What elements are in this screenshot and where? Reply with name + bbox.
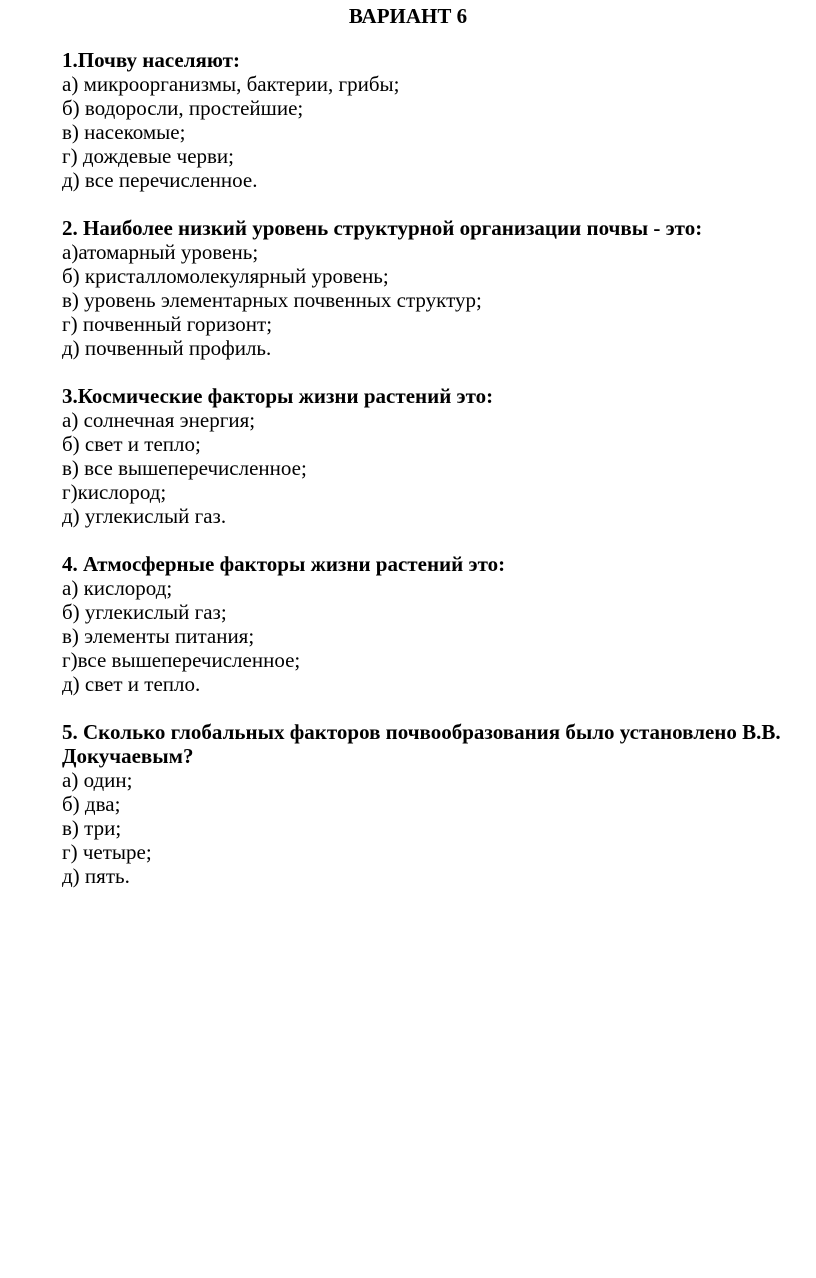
answer-option-c: в) насекомые; xyxy=(62,120,186,144)
answer-options xyxy=(62,240,792,360)
page-title: ВАРИАНТ 6 xyxy=(348,4,468,28)
answer-option-d: г)все вышеперечисленное; xyxy=(62,648,301,672)
answer-option-e: д) пять. xyxy=(62,864,130,888)
answer-option-c: в) все вышеперечисленное; xyxy=(62,456,307,480)
answer-option-a: а) микроорганизмы, бактерии, грибы; xyxy=(62,72,400,96)
answer-option-c: в) уровень элементарных почвенных структур; xyxy=(62,288,482,312)
answer-options xyxy=(62,576,792,696)
answer-option-b: б) водоросли, простейшие; xyxy=(62,96,304,120)
answer-option-d: г) почвенный горизонт; xyxy=(62,312,273,336)
answer-option-c: в) три; xyxy=(62,816,122,840)
question-text: 1.Почву населяют: xyxy=(62,48,240,72)
question-1 xyxy=(62,48,792,192)
answer-option-a: а) кислород; xyxy=(62,576,173,600)
question-5 xyxy=(62,720,792,888)
question-text: 2. Наиболее низкий уровень структурной организации почвы - это: xyxy=(62,216,703,240)
answer-option-b: б) кристалломолекулярный уровень; xyxy=(62,264,389,288)
answer-option-d: г) четыре; xyxy=(62,840,152,864)
question-3 xyxy=(62,384,792,528)
question-text: 3.Космические факторы жизни растений это: xyxy=(62,384,494,408)
question-text: 5. Сколько глобальных факторов почвообразования было установлено В.В. Докучаевым? xyxy=(62,720,781,768)
answer-option-a: а)атомарный уровень; xyxy=(62,240,259,264)
question-2 xyxy=(62,216,792,360)
answer-option-a: а) один; xyxy=(62,768,133,792)
answer-option-c: в) элементы питания; xyxy=(62,624,255,648)
answer-option-b: б) свет и тепло; xyxy=(62,432,201,456)
question-list xyxy=(62,48,792,912)
answer-options xyxy=(62,72,792,192)
answer-option-a: а) солнечная энергия; xyxy=(62,408,256,432)
answer-option-e: д) углекислый газ. xyxy=(62,504,227,528)
answer-option-e: д) все перечисленное. xyxy=(62,168,258,192)
question-text: 4. Атмосферные факторы жизни растений это: xyxy=(62,552,506,576)
answer-options xyxy=(62,768,792,888)
answer-option-e: д) свет и тепло. xyxy=(62,672,201,696)
question-4 xyxy=(62,552,792,696)
answer-options xyxy=(62,408,792,528)
answer-option-b: б) углекислый газ; xyxy=(62,600,227,624)
answer-option-d: г) дождевые черви; xyxy=(62,144,234,168)
answer-option-b: б) два; xyxy=(62,792,121,816)
answer-option-e: д) почвенный профиль. xyxy=(62,336,272,360)
answer-option-d: г)кислород; xyxy=(62,480,167,504)
